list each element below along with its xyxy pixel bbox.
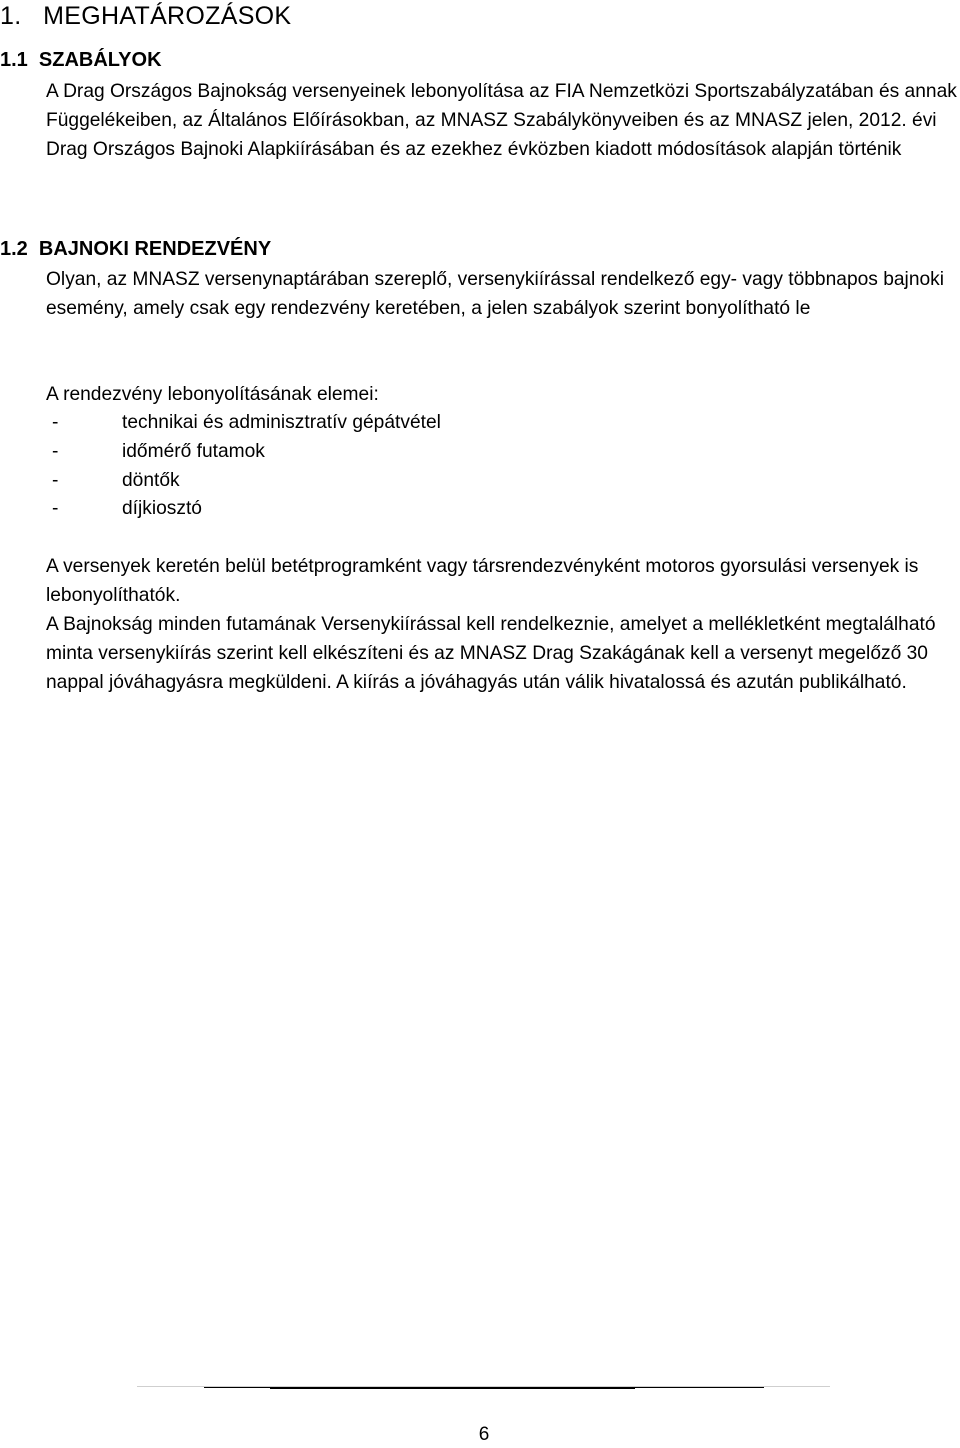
page-number: 6	[478, 1424, 490, 1445]
list-item	[46, 467, 441, 496]
list-item	[46, 409, 441, 438]
rules-paragraph: A Drag Országos Bajnokság versenyeinek lebonyolítása az FIA Nemzetközi Sportszabályzatában és annak Függelékeiben, az Általános Előírásokban, az MNASZ Szabálykönyveiben és az MNASZ jelen, 2012. évi Drag Országos Bajnoki Alapkiírásában és az ezekhez évközben kiadott módosítások alapján történik	[46, 81, 957, 160]
list-item	[46, 495, 441, 524]
list-item	[46, 438, 441, 467]
section-heading-championship-event: 1.2 BAJNOKI RENDEZVÉNY	[0, 238, 272, 260]
list-item-text: díjkiosztó	[122, 498, 202, 520]
list-dash: -	[52, 498, 59, 520]
chapter-heading: 1. MEGHATÁROZÁSOK	[0, 2, 292, 30]
list-item-text: technikai és adminisztratív gépátvétel	[122, 412, 441, 433]
list-dash: -	[52, 469, 59, 491]
footer-separator	[137, 1386, 830, 1390]
list-item-text: döntők	[122, 469, 180, 491]
event-definition-paragraph: Olyan, az MNASZ versenynaptárában szereplő, versenykiírással rendelkező egy- vagy többnapos bajnoki esemény, amely csak egy rendezvény keretében, a jelen szabályok szerint bonyolítható le	[46, 269, 945, 319]
race-announcement-paragraph: A Bajnokság minden futamának Versenykiírással kell rendelkeznie, amelyet a mellékletként megtalálható minta versenykiírás szerint kell elkészíteni és az MNASZ Drag Szakágának kell a versenyt megelőző 30 nappal jóváhagyásra megküldeni. A kiírás a jóváhagyás után válik hivatalossá és azután publikálható.	[46, 614, 936, 693]
list-item-text: időmérő futamok	[122, 440, 265, 462]
supporting-events-paragraph: A versenyek keretén belül betétprogramként vagy társrendezvényként motoros gyorsulási versenyek is lebonyolíthatók.	[46, 556, 919, 606]
event-elements-list	[46, 409, 441, 524]
section-heading-rules: 1.1 SZABÁLYOK	[0, 49, 162, 71]
list-dash: -	[52, 412, 59, 433]
list-dash: -	[52, 440, 59, 462]
event-elements-intro: A rendezvény lebonyolításának elemei:	[46, 384, 379, 405]
